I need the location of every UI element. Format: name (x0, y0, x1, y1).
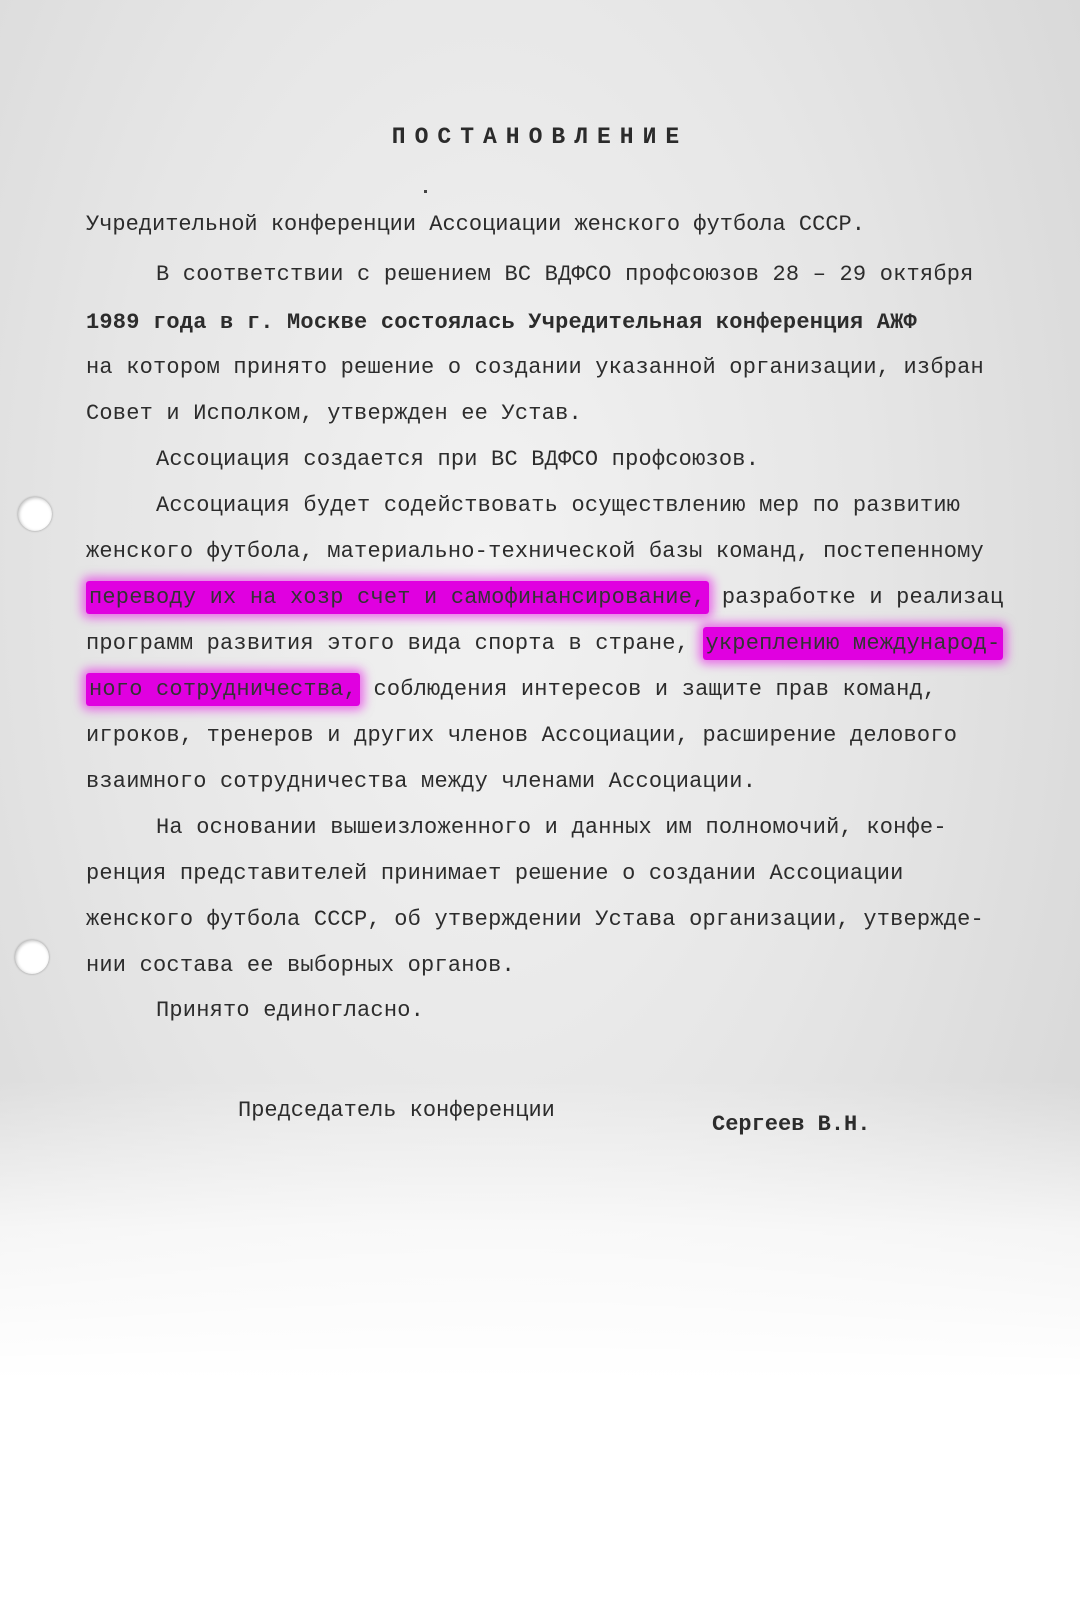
text-line: нии состава ее выборных органов. (86, 953, 515, 978)
text-line: Ассоциация будет содействовать осуществлению мер по развитию (156, 493, 961, 518)
text-line: игроков, тренеров и других членов Ассоциации, расширение делового (86, 723, 958, 748)
text-line: женского футбола, материально-технической базы команд, постепенному (86, 539, 984, 564)
text-line: На основании вышеизложенного и данных им полномочий, конфе- (156, 815, 947, 840)
text-line: В соответствии с решением ВС ВДФСО профсоюзов 28 – 29 октября (156, 262, 974, 287)
text-line: на котором принято решение о создании указанной организации, избран (86, 355, 984, 380)
signature-label: Председатель конференции (238, 1098, 555, 1123)
text-line: женского футбола СССР, об утверждении Устава организации, утвержде- (86, 907, 984, 932)
text-line (86, 631, 1003, 657)
highlighted-text: ного сотрудничества, (86, 673, 360, 706)
document-title: ПОСТАНОВЛЕНИЕ (391, 124, 689, 150)
text-line (86, 585, 1003, 611)
text-line: взаимного сотрудничества между членами Ассоциации. (86, 769, 757, 794)
highlighted-text: переводу их на хозр счет и самофинансирование, (86, 581, 709, 614)
text-line: 1989 года в г. Москве состоялась Учредительная конференция АЖФ (86, 310, 917, 335)
text-fragment: программ развития этого вида спорта в стране, (86, 631, 703, 656)
ink-mark (424, 190, 427, 193)
text-line: Принято единогласно. (156, 998, 425, 1023)
text-fragment: соблюдения интересов и защите прав команд, (360, 677, 937, 702)
text-line: Совет и Исполком, утвержден ее Устав. (86, 401, 582, 426)
punch-hole (15, 940, 49, 974)
text-line (86, 677, 936, 703)
highlighted-text: укреплению международ- (703, 627, 1004, 660)
signature-name: Сергеев В.Н. (712, 1112, 871, 1137)
punch-hole (18, 497, 52, 531)
document-subtitle: Учредительной конференции Ассоциации женского футбола СССР. (86, 212, 865, 237)
text-line: ренция представителей принимает решение о создании Ассоциации (86, 861, 904, 886)
text-line: Ассоциация создается при ВС ВДФСО профсоюзов. (156, 447, 760, 472)
text-fragment: разработке и реализац (708, 585, 1004, 610)
